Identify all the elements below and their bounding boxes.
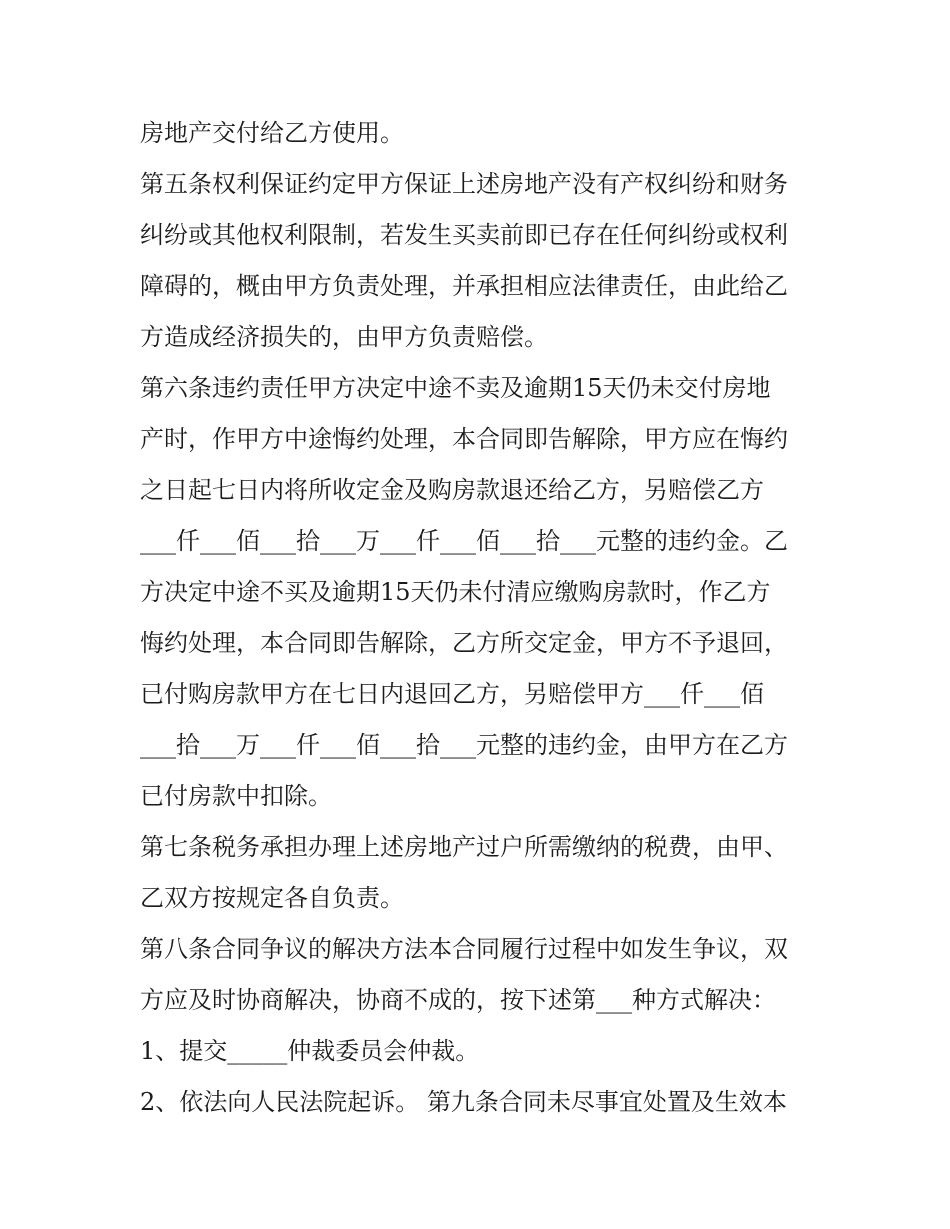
text-line: 方应及时协商解决，协商不成的，按下述第___种方式解决： bbox=[140, 986, 776, 1014]
text-line: 方造成经济损失的，由甲方负责赔偿。 bbox=[140, 323, 548, 351]
text-line: 已付房款中扣除。 bbox=[140, 782, 332, 810]
text-line: 产时，作甲方中途悔约处理，本合同即告解除，甲方应在悔约 bbox=[140, 425, 788, 453]
text-line: 已付购房款甲方在七日内退回乙方，另赔偿甲方___仟___佰 bbox=[140, 680, 764, 708]
text-line: ___仟___佰___拾___万___仟___佰___拾___元整的违约金。乙 bbox=[140, 527, 788, 555]
text-line: 纠纷或其他权利限制，若发生买卖前即已存在任何纠纷或权利 bbox=[140, 221, 788, 249]
text-line: 房地产交付给乙方使用。 bbox=[140, 119, 404, 147]
text-line: 2、依法向人民法院起诉。 第九条合同未尽事宜处置及生效本 bbox=[140, 1088, 787, 1116]
contract-text bbox=[140, 108, 820, 1128]
text-line: ___拾___万___仟___佰___拾___元整的违约金，由甲方在乙方 bbox=[140, 731, 788, 759]
text-line: 第七条税务承担办理上述房地产过户所需缴纳的税费，由甲、 bbox=[140, 833, 788, 861]
text-line: 第八条合同争议的解决方法本合同履行过程中如发生争议，双 bbox=[140, 935, 788, 963]
text-line: 障碍的，概由甲方负责处理，并承担相应法律责任，由此给乙 bbox=[140, 272, 788, 300]
text-line: 第五条权利保证约定甲方保证上述房地产没有产权纠纷和财务 bbox=[140, 170, 788, 198]
text-line: 方决定中途不买及逾期15天仍未付清应缴购房款时，作乙方 bbox=[140, 578, 771, 606]
text-line: 1、提交_____仲裁委员会仲裁。 bbox=[140, 1037, 480, 1065]
text-line: 第六条违约责任甲方决定中途不卖及逾期15天仍未交付房地 bbox=[140, 374, 771, 402]
text-line: 之日起七日内将所收定金及购房款退还给乙方，另赔偿乙方 bbox=[140, 476, 764, 504]
text-line: 悔约处理，本合同即告解除，乙方所交定金，甲方不予退回， bbox=[140, 629, 788, 657]
text-line: 乙双方按规定各自负责。 bbox=[140, 884, 404, 912]
